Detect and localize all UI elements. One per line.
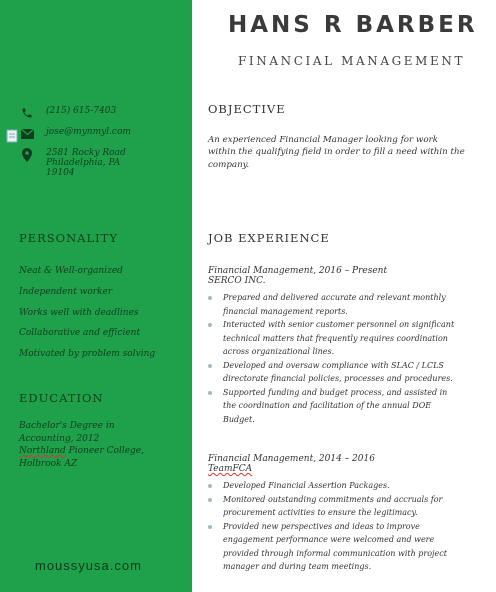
objective-text: An experienced Financial Manager looking for work within the qualifying field in order to fill a need within the company.: [208, 135, 465, 170]
education-degree: Bachelor's Degree in: [19, 421, 115, 431]
job-duty: Provided new perspectives and ideas to improve engagement performance were welcomed and were provided through informal communication with project manager and during team meetings.: [208, 520, 458, 574]
personality-list: [19, 265, 155, 369]
location-pin-icon: [20, 148, 34, 162]
job-entry-1: [208, 266, 458, 426]
address-line-1: 2581 Rocky Road: [46, 148, 126, 158]
applicant-title: FINANCIAL MANAGEMENT: [238, 54, 466, 68]
job-duties: [208, 479, 458, 574]
watermark: moussyusa.com: [35, 558, 142, 573]
personality-item: Motivated by problem solving: [19, 349, 156, 360]
job-duty: Supported funding and budget process, and assisted in the coordination and facilitation of the annual DOE Budget.: [208, 386, 458, 427]
objective-heading: OBJECTIVE: [208, 102, 286, 116]
email-icon: [20, 127, 34, 141]
address: [46, 148, 126, 178]
applicant-name: HANS R BARBER: [228, 12, 478, 38]
personality-item: Collaborative and efficient: [19, 328, 141, 339]
contact-email: [20, 127, 131, 141]
job-title: Financial Management, 2014 – 2016: [208, 454, 375, 464]
education-school: Northland Pioneer College,: [19, 446, 144, 456]
personality-heading: PERSONALITY: [19, 231, 118, 245]
bullet-icon: [208, 296, 212, 300]
bullet-icon: [208, 484, 212, 488]
contact-phone: [20, 106, 116, 120]
experience-heading: JOB EXPERIENCE: [208, 231, 330, 245]
job-entry-2: [208, 454, 458, 574]
job-title: Financial Management, 2016 – Present: [208, 266, 388, 276]
education-field-year: Accounting, 2012: [19, 433, 100, 444]
personality-item: Works well with deadlines: [19, 307, 139, 318]
bullet-icon: [208, 498, 212, 502]
bullet-icon: [208, 391, 212, 395]
education-details: [19, 420, 144, 470]
job-duty: Monitored outstanding commitments and accruals for procurement activities to ensure the legitimacy.: [208, 493, 458, 520]
education-heading: EDUCATION: [19, 391, 104, 405]
personality-item: Neat & Well-organized: [19, 266, 123, 276]
phone-icon: [20, 106, 34, 120]
job-duty: Interacted with senior customer personnel on significant technical matters that frequently requires coordination across organizational lines.: [208, 318, 458, 359]
address-line-2: Philadelphia, PA: [46, 158, 121, 168]
personality-item: Independent worker: [19, 286, 113, 297]
job-company: SERCO INC.: [208, 276, 266, 286]
job-duty: Developed Financial Assertion Packages.: [208, 479, 458, 493]
job-duty: Developed and oversaw compliance with SLAC / LCLS directorate financial policies, processes and procedures.: [208, 359, 458, 386]
address-line-3: 19104: [46, 168, 75, 178]
bullet-icon: [208, 525, 212, 529]
phone-number: (215) 615-7403: [46, 106, 117, 116]
job-duty: Prepared and delivered accurate and relevant monthly financial management reports.: [208, 291, 458, 318]
bullet-icon: [208, 323, 212, 327]
document-icon: [6, 128, 18, 147]
education-location: Holbrook AZ: [19, 458, 78, 469]
job-company: TeamFCA: [208, 464, 253, 474]
email-address: jose@mynmyl.com: [46, 127, 131, 137]
contact-address: [20, 148, 126, 178]
bullet-icon: [208, 364, 212, 368]
spellcheck-word: Northland: [19, 446, 66, 456]
job-duties: [208, 291, 458, 426]
